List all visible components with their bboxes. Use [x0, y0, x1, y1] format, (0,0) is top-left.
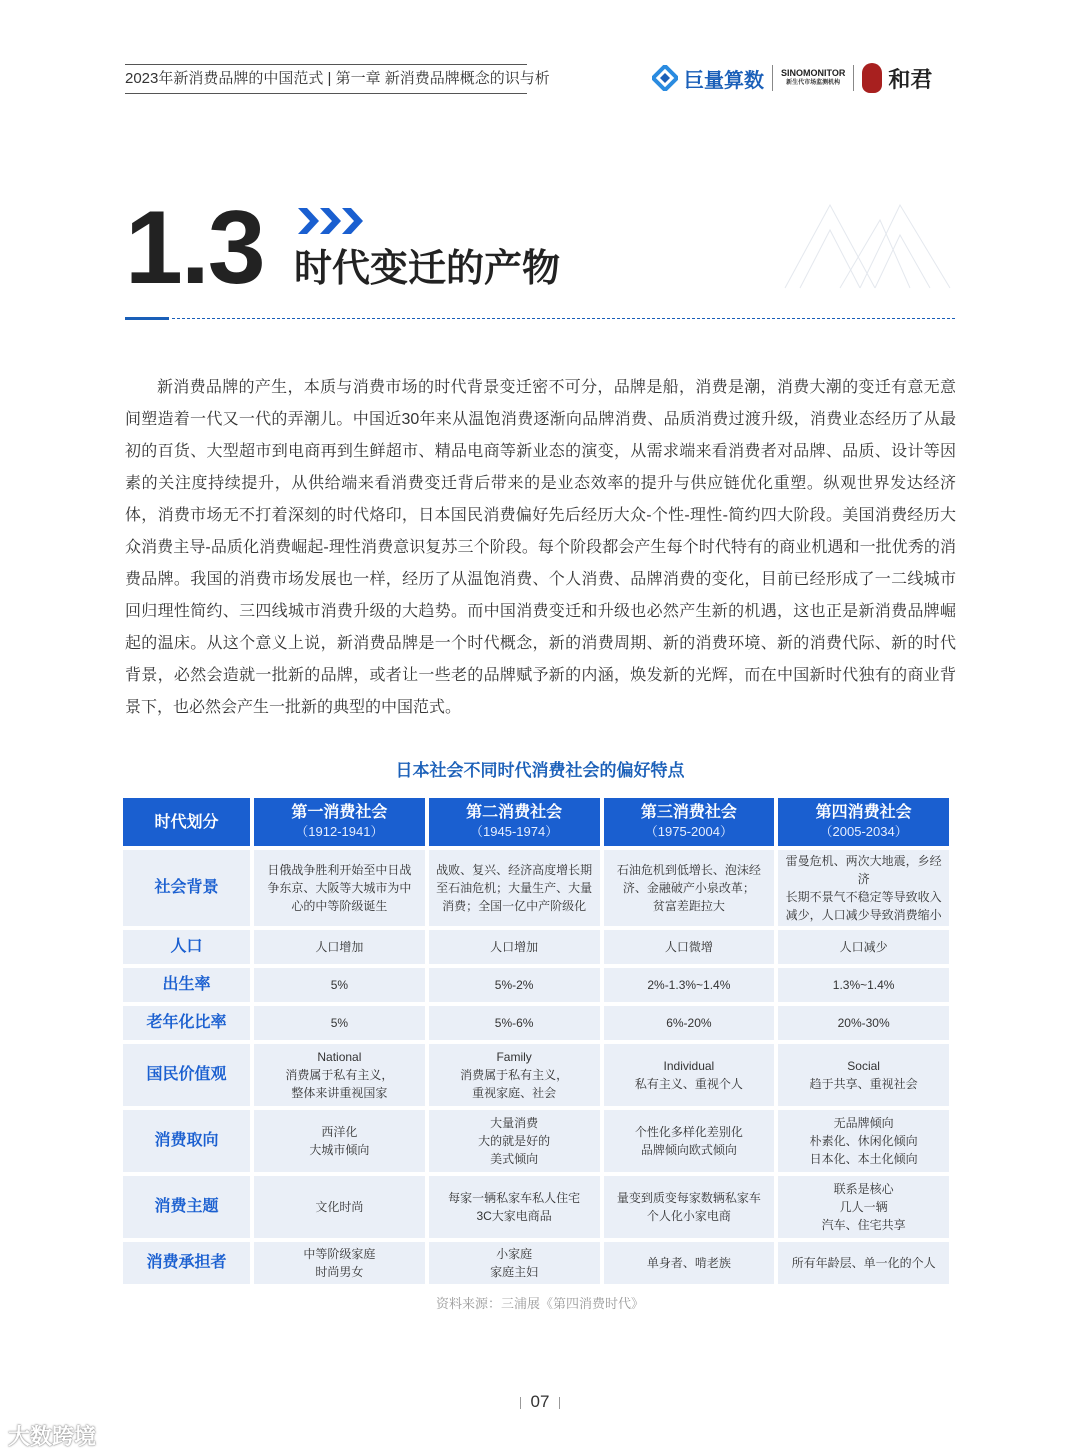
row-header: 出生率: [123, 968, 250, 1002]
row-header: 国民价值观: [123, 1044, 250, 1106]
decorative-lines-icon: [780, 200, 955, 290]
row-header: 消费取向: [123, 1110, 250, 1172]
table-cell: Individual 私有主义、重视个人: [604, 1044, 775, 1106]
chevrons-icon: [298, 204, 368, 238]
hejun-logo: 和君: [862, 63, 932, 94]
logo-divider: [853, 65, 854, 91]
table-cell: 单身者、啃老族: [604, 1242, 775, 1284]
table-row: [123, 1044, 949, 1106]
column-years: （1912-1941）: [295, 824, 384, 839]
section-title: 时代变迁的产物: [294, 248, 561, 290]
table-cell: Social 趋于共享、重视社会: [778, 1044, 949, 1106]
column-name: 第二消费社会: [466, 804, 563, 821]
column-header: [254, 798, 425, 846]
table-row: [123, 930, 949, 964]
column-years: （1975-2004）: [644, 824, 733, 839]
table-cell: 5%: [254, 968, 425, 1002]
table-cell: 日俄战争胜利开始至中日战 争东京、大阪等大城市为中 心的中等阶级诞生: [254, 850, 425, 926]
partner-logos: [652, 60, 932, 96]
table-row: [123, 968, 949, 1002]
table-title: 日本社会不同时代消费社会的偏好特点: [395, 761, 685, 780]
table-cell: 个性化多样化差别化 品牌倾向欧式倾向: [604, 1110, 775, 1172]
table-cell: 1.3%~1.4%: [778, 968, 949, 1002]
section-rule-dotted: [172, 318, 955, 319]
table-cell: 量变到质变每家数辆私家车 个人化小家电商: [604, 1176, 775, 1238]
section-rule-accent: [125, 317, 169, 320]
row-header: 消费承担者: [123, 1242, 250, 1284]
table-cell: 5%-6%: [429, 1006, 600, 1040]
row-header: 老年化比率: [123, 1006, 250, 1040]
table-header-row: [123, 798, 949, 846]
table-row: [123, 1006, 949, 1040]
table-cell: 每家一辆私家车私人住宅 3C大家电商品: [429, 1176, 600, 1238]
table-cell: 文化时尚: [254, 1176, 425, 1238]
juliang-diamond-icon: [652, 65, 678, 91]
table-cell: 中等阶级家庭 时尚男女: [254, 1242, 425, 1284]
row-header: 社会背景: [123, 850, 250, 926]
table-cell: 20%-30%: [778, 1006, 949, 1040]
table-cell: 人口微增: [604, 930, 775, 964]
table-cell: 无品牌倾向 朴素化、休闲化倾向 日本化、本土化倾向: [778, 1110, 949, 1172]
row-header: 人口: [123, 930, 250, 964]
table-cell: 2%-1.3%~1.4%: [604, 968, 775, 1002]
table-cell: 联系是核心 几人一辆 汽车、住宅共享: [778, 1176, 949, 1238]
table-cell: 5%: [254, 1006, 425, 1040]
table-cell: 大量消费 大的就是好的 美式倾向: [429, 1110, 600, 1172]
column-name: 第一消费社会: [291, 804, 388, 821]
table-cell: 人口减少: [778, 930, 949, 964]
column-name: 第四消费社会: [815, 804, 912, 821]
table-row: [123, 1176, 949, 1238]
column-header: [778, 798, 949, 846]
body-paragraph: 新消费品牌的产生，本质与消费市场的时代背景变迁密不可分，品牌是船，消费是潮，消费大潮的变迁有意无意间塑造着一代又一代的弄潮儿。中国近30年来从温饱消费逐渐向品牌消费、品质消费过渡升级，消费业态经历了从最初的百货、大型超市到电商再到生鲜超市、精品电商等新业态的演变，从需求端来看消费者对品牌、品质、设计等因素的关注度持续提升，从供给端来看消费变迁背后带来的是业态效率的提升与供应链优化重塑。纵观世界发达经济体，消费市场无不打着深刻的时代烙印，日本国民消费偏好先后经历大众-个性-理性-简约四大阶段。美国消费经历大众消费主导-品质化消费崛起-理性消费意识复苏三个阶段。每个阶段都会产生每个时代特有的商业机遇和一批优秀的消费品牌。我国的消费市场发展也一样，经历了从温饱消费、个人消费、品牌消费的变化，目前已经形成了一二线城市回归理性简约、三四线城市消费升级的大趋势。而中国消费变迁和升级也必然产生新的机遇，这也正是新消费品牌崛起的温床。从这个意义上说，新消费品牌是一个时代概念，新的消费周期、新的消费环境、新的消费代际、新的时代背景，必然会造就一批新的品牌，或者让一些老的品牌赋予新的内涵，焕发新的光辉，而在中国新时代独有的商业背景下，也必然会产生一批新的典型的中国范式。: [125, 379, 956, 716]
column-header: [429, 798, 600, 846]
logo-divider: [772, 65, 773, 91]
table-cell: 5%-2%: [429, 968, 600, 1002]
column-name: 第三消费社会: [640, 804, 737, 821]
table-cell: 战败、复兴、经济高度增长期 至石油危机；大量生产、大量 消费；全国一亿中产阶级化: [429, 850, 600, 926]
row-header: 消费主题: [123, 1176, 250, 1238]
divider: [520, 1397, 521, 1409]
table-cell: 雷曼危机、两次大地震，乡经济 长期不景气不稳定等导致收入 减少，人口减少导致消费缩小: [778, 850, 949, 926]
table-row: [123, 1110, 949, 1172]
sinomonitor-logo: SINOMONITOR 新生代市场监测机构: [781, 68, 846, 86]
table-cell: 所有年龄层、单一化的个人: [778, 1242, 949, 1284]
hejun-seal-icon: [862, 63, 882, 93]
column-years: （2005-2034）: [819, 824, 908, 839]
page-number: 07: [0, 1392, 1080, 1412]
table-cell: 人口增加: [429, 930, 600, 964]
table-cell: Family 消费属于私有主义， 重视家庭、社会: [429, 1044, 600, 1106]
juliang-logo: 巨量算数: [652, 64, 764, 93]
table-row: [123, 850, 949, 926]
section-number: 1.3: [125, 190, 264, 306]
table-cell: 6%-20%: [604, 1006, 775, 1040]
consumer-society-table: [119, 794, 953, 1288]
corner-header: 时代划分: [123, 798, 250, 846]
table-cell: 西洋化 大城市倾向: [254, 1110, 425, 1172]
divider: [559, 1397, 560, 1409]
watermark: 大数跨境: [8, 1424, 97, 1449]
table-cell: National 消费属于私有主义， 整体来讲重视国家: [254, 1044, 425, 1106]
table-source: 资料来源：三浦展《第四消费时代》: [435, 1296, 644, 1311]
table-cell: 小家庭 家庭主妇: [429, 1242, 600, 1284]
table-cell: 石油危机到低增长、泡沫经 济、金融破产小泉改革； 贫富差距拉大: [604, 850, 775, 926]
column-header: [604, 798, 775, 846]
table-row: [123, 1242, 949, 1284]
column-years: （1945-1974）: [470, 824, 559, 839]
table-cell: 人口增加: [254, 930, 425, 964]
running-header: 2023年新消费品牌的中国范式 | 第一章 新消费品牌概念的识与析: [125, 64, 527, 94]
